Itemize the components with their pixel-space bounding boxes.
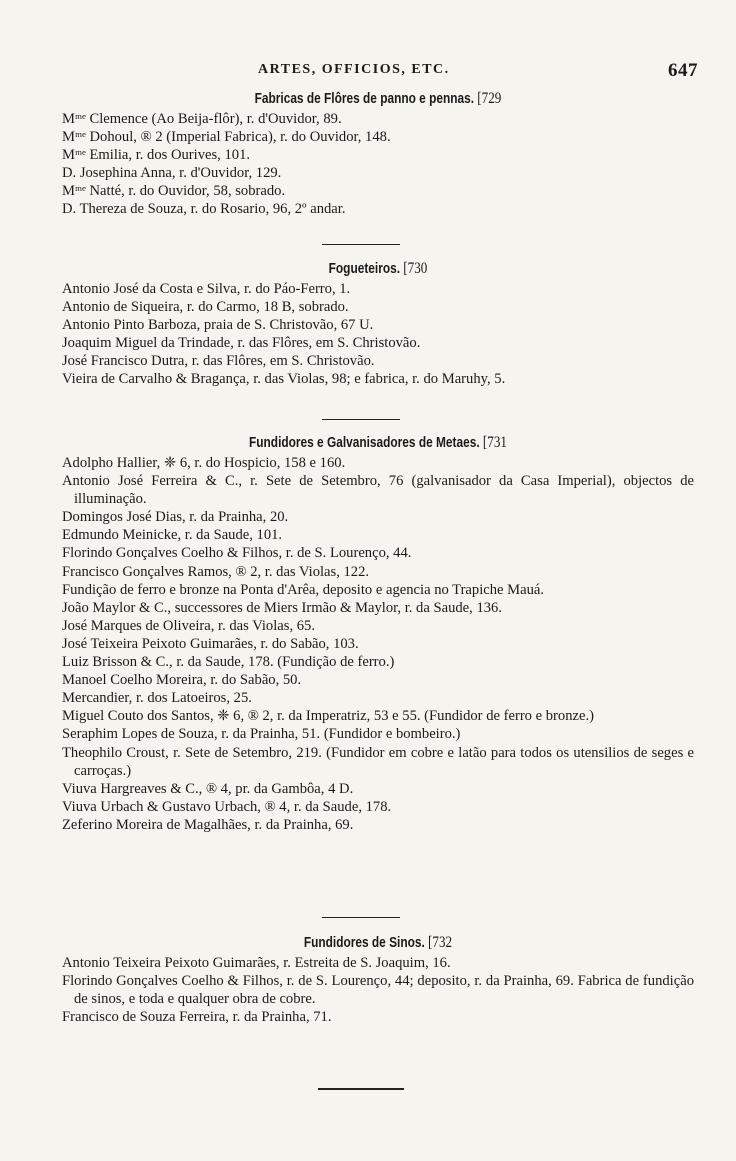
- list-item: Theophilo Croust, r. Sete de Setembro, 219. (Fundidor em cobre e latão para todos os utensilios de seges e carroças.): [62, 744, 694, 779]
- page-number: 647: [668, 60, 698, 81]
- list-item: Antonio José Ferreira & C., r. Sete de Setembro, 76 (galvanisador da Casa Imperial), objectos de illuminação.: [62, 473, 694, 508]
- section-code: [732: [428, 934, 453, 951]
- list-item: Antonio de Siqueira, r. do Carmo, 18 B, sobrado.: [62, 299, 349, 316]
- heading-text: Fabricas de Flôres de panno e pennas.: [254, 91, 475, 107]
- list-item: José Marques de Oliveira, r. das Violas, 65.: [62, 617, 315, 634]
- section-divider: [322, 419, 400, 420]
- list-item: Viuva Hargreaves & C., ® 4, pr. da Gambôa, 4 D.: [62, 780, 354, 797]
- section-heading: [119, 258, 637, 280]
- section-flores: [62, 88, 694, 219]
- list-item: Mercandier, r. dos Latoeiros, 25.: [62, 690, 252, 707]
- list-item: Mᵐᵉ Natté, r. do Ouvidor, 58, sobrado.: [62, 183, 286, 200]
- list-item: Domingos José Dias, r. da Prainha, 20.: [62, 509, 289, 526]
- list-item: Antonio José da Costa e Silva, r. do Páo-Ferro, 1.: [62, 281, 351, 297]
- list-item: Manoel Coelho Moreira, r. do Sabão, 50.: [62, 672, 302, 689]
- running-head: [0, 62, 736, 84]
- list-item: Antonio Teixeira Peixoto Guimarães, r. Estreita de S. Joaquim, 16.: [62, 955, 451, 971]
- list-item: Fundição de ferro e bronze na Ponta d'Arêa, deposito e agencia no Trapiche Mauá.: [62, 581, 545, 598]
- list-item: José Francisco Dutra, r. das Flôres, em S. Christovão.: [62, 353, 375, 370]
- list-item: Viuva Urbach & Gustavo Urbach, ® 4, r. da Saude, 178.: [62, 798, 392, 815]
- list-item: Vieira de Carvalho & Bragança, r. das Violas, 98; e fabrica, r. do Maruhy, 5.: [62, 371, 506, 388]
- list-item: Florindo Gonçalves Coelho & Filhos, r. de S. Lourenço, 44; deposito, r. da Prainha, 69. Fabrica de fundição de sinos, e toda e qualquer obra de cobre.: [62, 973, 694, 1008]
- section-divider: [322, 917, 400, 918]
- list-item: Florindo Gonçalves Coelho & Filhos, r. de S. Lourenço, 44.: [62, 545, 412, 562]
- list-item: Francisco de Souza Ferreira, r. da Prainha, 71.: [62, 1009, 332, 1026]
- heading-text: Fundidores e Galvanisadores de Metaes.: [249, 435, 480, 451]
- section-heading: [119, 432, 637, 454]
- section-code: [729: [477, 90, 502, 107]
- section-heading: [119, 932, 637, 954]
- section-fundidores-metaes: [62, 432, 694, 834]
- list-item: Francisco Gonçalves Ramos, ® 2, r. das Violas, 122.: [62, 563, 370, 580]
- end-rule: [318, 1088, 404, 1090]
- section-fogueteiros: [62, 258, 694, 389]
- list-item: Edmundo Meinicke, r. da Saude, 101.: [62, 527, 283, 544]
- list-item: Mᵐᵉ Dohoul, ® 2 (Imperial Fabrica), r. do Ouvidor, 148.: [62, 129, 391, 146]
- list-item: José Teixeira Peixoto Guimarães, r. do Sabão, 103.: [62, 635, 359, 652]
- list-item: João Maylor & C., successores de Miers Irmão & Maylor, r. da Saude, 136.: [62, 599, 502, 616]
- list-item: D. Josephina Anna, r. d'Ouvidor, 129.: [62, 165, 282, 182]
- list-item: Luiz Brisson & C., r. da Saude, 178. (Fundição de ferro.): [62, 654, 395, 671]
- heading-text: Fogueteiros.: [328, 261, 401, 277]
- list-item: Mᵐᵉ Emilia, r. dos Ourives, 101.: [62, 147, 251, 164]
- section-divider: [322, 244, 400, 245]
- list-item: Antonio Pinto Barboza, praia de S. Christovão, 67 U.: [62, 317, 374, 334]
- running-title: ARTES, OFFICIOS, ETC.: [258, 62, 450, 77]
- list-item: Miguel Couto dos Santos, ❈ 6, ® 2, r. da Imperatriz, 53 e 55. (Fundidor de ferro e bronze.): [62, 708, 594, 725]
- list-item: Seraphim Lopes de Souza, r. da Prainha, 51. (Fundidor e bombeiro.): [62, 726, 461, 743]
- list-item: Zeferino Moreira de Magalhães, r. da Prainha, 69.: [62, 816, 354, 833]
- section-heading: [119, 88, 637, 110]
- list-item: D. Thereza de Souza, r. do Rosario, 96, 2º andar.: [62, 201, 346, 218]
- section-fundidores-sinos: [62, 932, 694, 1026]
- section-code: [730: [403, 260, 428, 277]
- section-code: [731: [482, 434, 507, 451]
- list-item: Mᵐᵉ Clemence (Ao Beija-flôr), r. d'Ouvidor, 89.: [62, 111, 342, 127]
- list-item: Adolpho Hallier, ❈ 6, r. do Hospicio, 158 e 160.: [62, 455, 346, 471]
- list-item: Joaquim Miguel da Trindade, r. das Flôres, em S. Christovão.: [62, 335, 421, 352]
- heading-text: Fundidores de Sinos.: [303, 935, 425, 951]
